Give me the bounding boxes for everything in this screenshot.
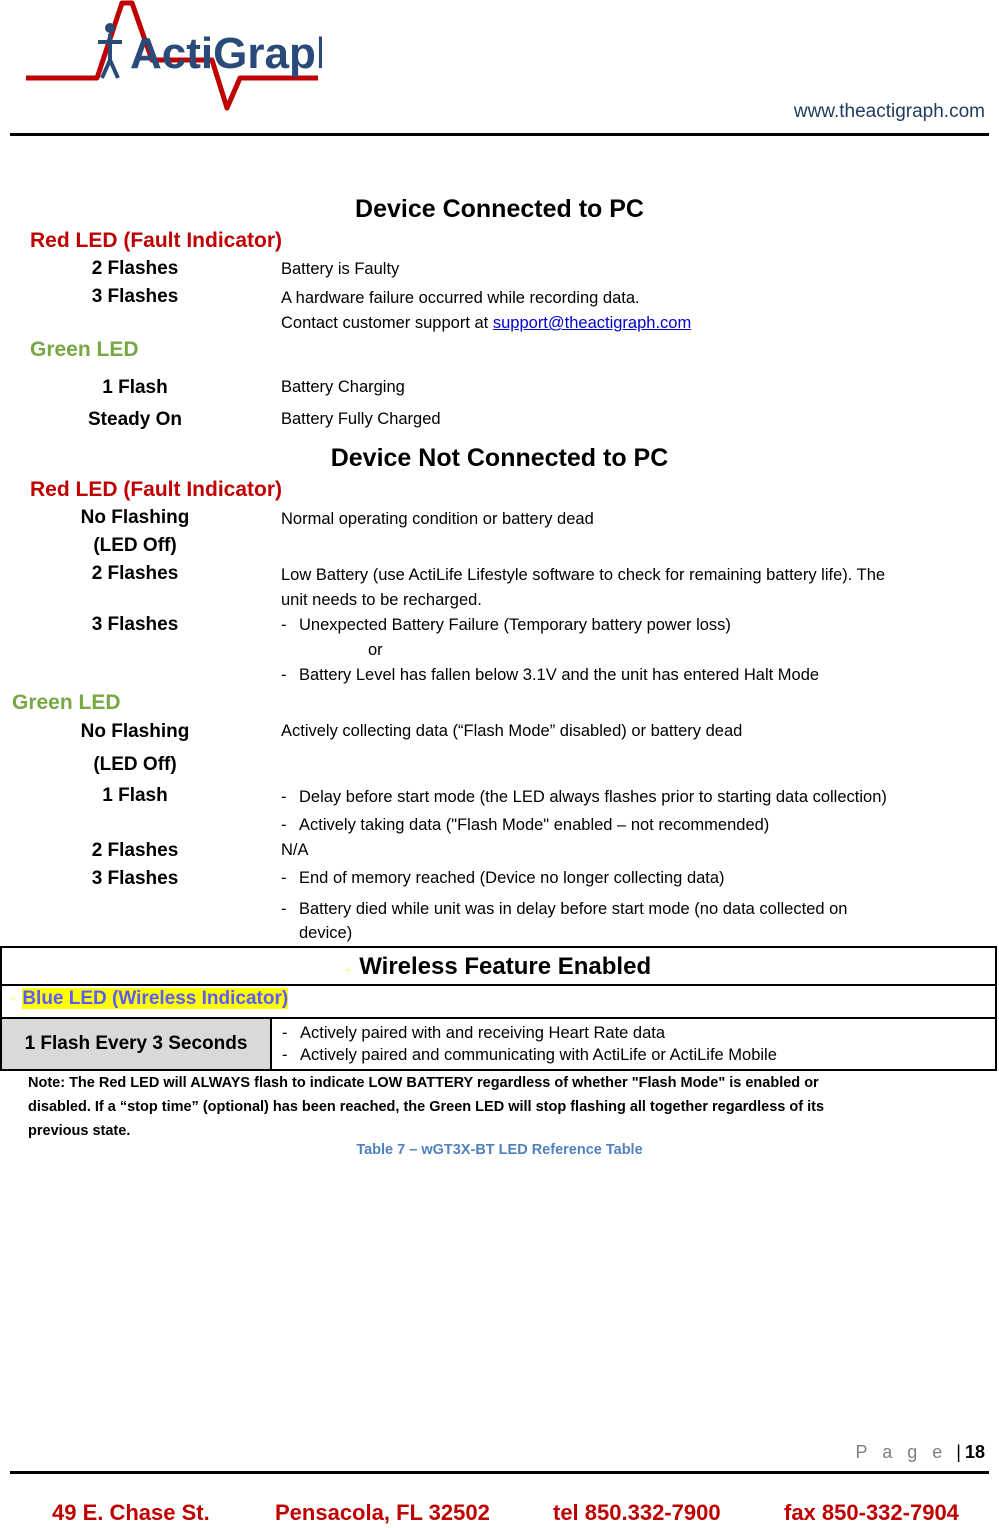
led-state-label: 1 Flash xyxy=(102,785,168,806)
footer-address: 49 E. Chase St. xyxy=(52,1500,210,1525)
dash-item: - Battery Level has fallen below 3.1V and the unit has entered Halt Mode xyxy=(281,666,820,684)
footer-tel: tel 850.332-7900 xyxy=(553,1500,721,1525)
led-state-label: No Flashing xyxy=(80,507,190,528)
wireless-desc: Actively paired with and receiving Heart Rate data xyxy=(300,1024,666,1042)
led-state-label: No Flashing xyxy=(80,721,190,742)
footer-city: Pensacola, FL 32502 xyxy=(275,1500,490,1525)
dash-item: - Unexpected Battery Failure (Temporary battery power loss) xyxy=(281,616,731,634)
support-line xyxy=(281,311,691,335)
footer-rule xyxy=(10,1471,989,1474)
page-num: 18 xyxy=(964,1442,985,1462)
wireless-dash: - xyxy=(345,961,352,978)
led-state-desc: Battery is Faulty xyxy=(281,260,400,278)
led-state-desc: End of memory reached (Device no longer collecting data) xyxy=(299,869,725,887)
led-state-label: 2 Flashes xyxy=(91,258,179,279)
dash-item: - Battery died while unit was in delay before start mode (no data collected on xyxy=(281,900,848,918)
led-state-desc: Battery Level has fallen below 3.1V and the unit has entered Halt Mode xyxy=(299,666,820,684)
led-state-label: 3 Flashes xyxy=(91,868,179,889)
led-state-label: 3 Flashes xyxy=(91,614,179,635)
led-state-sublabel: (LED Off) xyxy=(93,754,177,775)
dash-item: - Actively paired with and receiving Heart Rate data xyxy=(282,1024,666,1042)
note-block xyxy=(28,1071,968,1143)
note-line: disabled. If a “stop time” (optional) has been reached, the Green LED will stop flashing all together regardless of its xyxy=(28,1099,825,1115)
led-state-desc: Actively collecting data (“Flash Mode” disabled) or battery dead xyxy=(281,722,743,740)
led-state-label: 1 Flash xyxy=(102,377,168,398)
note-line: previous state. xyxy=(28,1123,131,1139)
led-state-desc: Battery Fully Charged xyxy=(281,410,441,428)
support-email-link[interactable]: support@theactigraph.com xyxy=(492,314,692,332)
led-state-label: 2 Flashes xyxy=(91,840,179,861)
red-led-heading: Red LED (Fault Indicator) xyxy=(30,478,282,501)
led-state-desc: Low Battery (use ActiLife Lifestyle software to check for remaining battery life). The xyxy=(281,566,886,584)
wireless-data-row xyxy=(0,1017,997,1071)
led-state-label: Steady On xyxy=(88,409,182,430)
website-url: www.theactigraph.com xyxy=(793,101,985,122)
page-separator: | xyxy=(956,1442,961,1462)
dash-item: - End of memory reached (Device no longer collecting data) xyxy=(281,869,725,887)
support-prefix: Contact customer support at xyxy=(281,314,493,332)
or-text: or xyxy=(368,641,383,659)
actigraph-logo xyxy=(22,0,322,115)
dash-item: - Delay before start mode (the LED always flashes prior to starting data collection) xyxy=(281,788,887,806)
led-state-desc: A hardware failure occurred while recording data. xyxy=(281,289,640,307)
section-title-connected: Device Connected to PC xyxy=(355,195,644,223)
wireless-title: Wireless Feature Enabled xyxy=(359,953,652,980)
led-state-desc: Unexpected Battery Failure (Temporary battery power loss) xyxy=(299,616,731,634)
led-state-label: 2 Flashes xyxy=(91,563,179,584)
logo-text: ActiGraph xyxy=(130,29,322,78)
led-state-desc: N/A xyxy=(281,841,309,859)
section-title-not-connected: Device Not Connected to PC xyxy=(330,444,669,472)
table-caption: Table 7 – wGT3X-BT LED Reference Table xyxy=(356,1142,643,1158)
led-state-desc: Actively taking data ("Flash Mode" enabled – not recommended) xyxy=(299,816,770,834)
header-rule xyxy=(10,133,989,136)
red-led-heading: Red LED (Fault Indicator) xyxy=(30,229,282,252)
note-line: Note: The Red LED will ALWAYS flash to indicate LOW BATTERY regardless of whether "Flash Mode" is enabled or xyxy=(28,1075,819,1091)
page-word: P a g e xyxy=(855,1442,948,1462)
led-state-desc: Normal operating condition or battery dead xyxy=(281,510,594,528)
led-state-desc-cont: unit needs to be recharged. xyxy=(281,591,482,609)
led-state-desc: Battery died while unit was in delay before start mode (no data collected on xyxy=(299,900,848,918)
blue-led-heading: Blue LED (Wireless Indicator) xyxy=(22,988,289,1009)
led-state-desc: Delay before start mode (the LED always flashes prior to starting data collection) xyxy=(299,788,887,806)
wireless-label-cell: 1 Flash Every 3 Seconds xyxy=(2,1019,272,1069)
green-led-heading: Green LED xyxy=(30,338,139,361)
led-state-label: 3 Flashes xyxy=(91,286,179,307)
green-led-heading: Green LED xyxy=(12,691,121,714)
led-state-desc: Battery Charging xyxy=(281,378,405,396)
footer-fax: fax 850-332-7904 xyxy=(784,1500,959,1525)
wireless-desc-cell xyxy=(282,1022,777,1066)
led-state-desc-cont: device) xyxy=(299,924,353,942)
wireless-desc: Actively paired and communicating with ActiLife or ActiLife Mobile xyxy=(300,1046,777,1064)
page-number xyxy=(856,1442,985,1463)
led-state-sublabel: (LED Off) xyxy=(93,535,177,556)
dash-item: - Actively taking data ("Flash Mode" enabled – not recommended) xyxy=(281,816,770,834)
blue-led-row: - Blue LED (Wireless Indicator) xyxy=(0,984,997,1019)
dash-item: - Actively paired and communicating with ActiLife or ActiLife Mobile xyxy=(282,1046,777,1064)
wireless-title-row xyxy=(0,946,997,986)
